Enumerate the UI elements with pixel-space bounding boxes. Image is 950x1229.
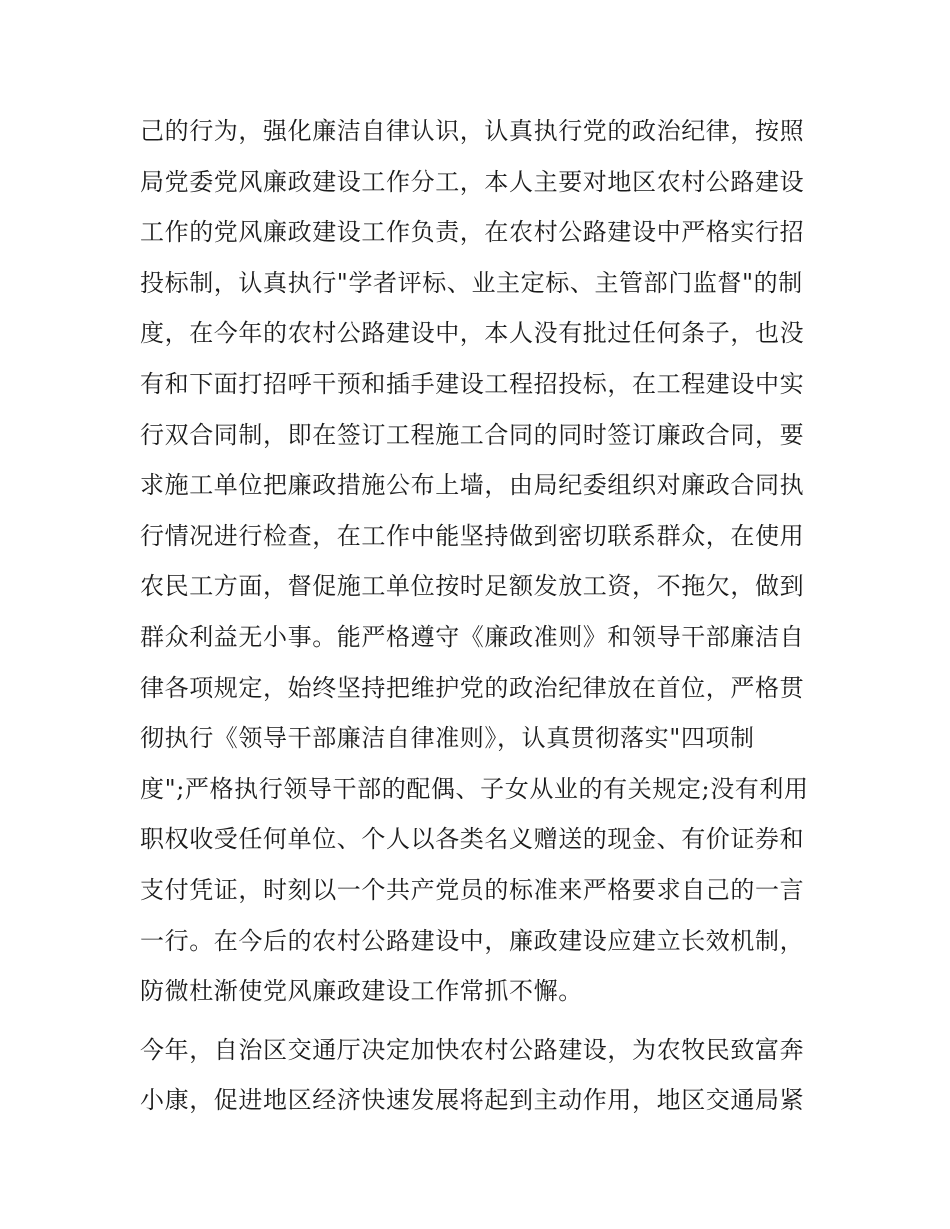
text-line: 职权收受任何单位、个人以各类名义赠送的现金、有价证券和 — [140, 825, 805, 854]
text-line: 求施工单位把廉政措施公布上墙，由局纪委组织对廉政合同执 — [140, 471, 805, 500]
text-line: 局党委党风廉政建设工作分工，本人主要对地区农村公路建设 — [140, 167, 805, 196]
text-line: 行双合同制，即在签订工程施工合同的同时签订廉政合同，要 — [140, 420, 805, 449]
text-line: 工作的党风廉政建设工作负责，在农村公路建设中严格实行招 — [140, 218, 805, 247]
text-line: 防微杜渐使党风廉政建设工作常抓不懈。 — [140, 977, 583, 1006]
paragraph-2 — [140, 1025, 820, 1126]
text-line: 一行。在今后的农村公路建设中，廉政建设应建立长效机制， — [140, 926, 805, 955]
text-line: 度";严格执行领导干部的配偶、子女从业的有关规定;没有利用 — [140, 774, 809, 803]
text-line: 农民工方面，督促施工单位按时足额发放工资，不拖欠，做到 — [140, 572, 805, 601]
text-line: 彻执行《领导干部廉洁自律准则》，认真贯彻落实"四项制 — [140, 724, 755, 753]
text-line: 今年，自治区交通厅决定加快农村公路建设，为农牧民致富奔 — [140, 1035, 805, 1064]
text-line: 投标制，认真执行"学者评标、业主定标、主管部门监督"的制 — [140, 268, 803, 297]
paragraph-1 — [140, 106, 820, 1017]
text-line: 支付凭证，时刻以一个共产党员的标准来严格要求自己的一言 — [140, 875, 805, 904]
text-line: 行情况进行检查，在工作中能坚持做到密切联系群众，在使用 — [140, 521, 805, 550]
text-line: 律各项规定，始终坚持把维护党的政治纪律放在首位，严格贯 — [140, 673, 805, 702]
text-line: 有和下面打招呼干预和插手建设工程招投标，在工程建设中实 — [140, 369, 805, 398]
text-line: 小康，促进地区经济快速发展将起到主动作用，地区交通局紧 — [140, 1086, 805, 1115]
text-line: 度，在今年的农村公路建设中，本人没有批过任何条子，也没 — [140, 319, 805, 348]
text-line: 群众利益无小事。能严格遵守《廉政准则》和领导干部廉洁自 — [140, 622, 805, 651]
text-line: 己的行为，强化廉洁自律认识，认真执行党的政治纪律，按照 — [140, 117, 805, 145]
document-body — [140, 106, 820, 1126]
